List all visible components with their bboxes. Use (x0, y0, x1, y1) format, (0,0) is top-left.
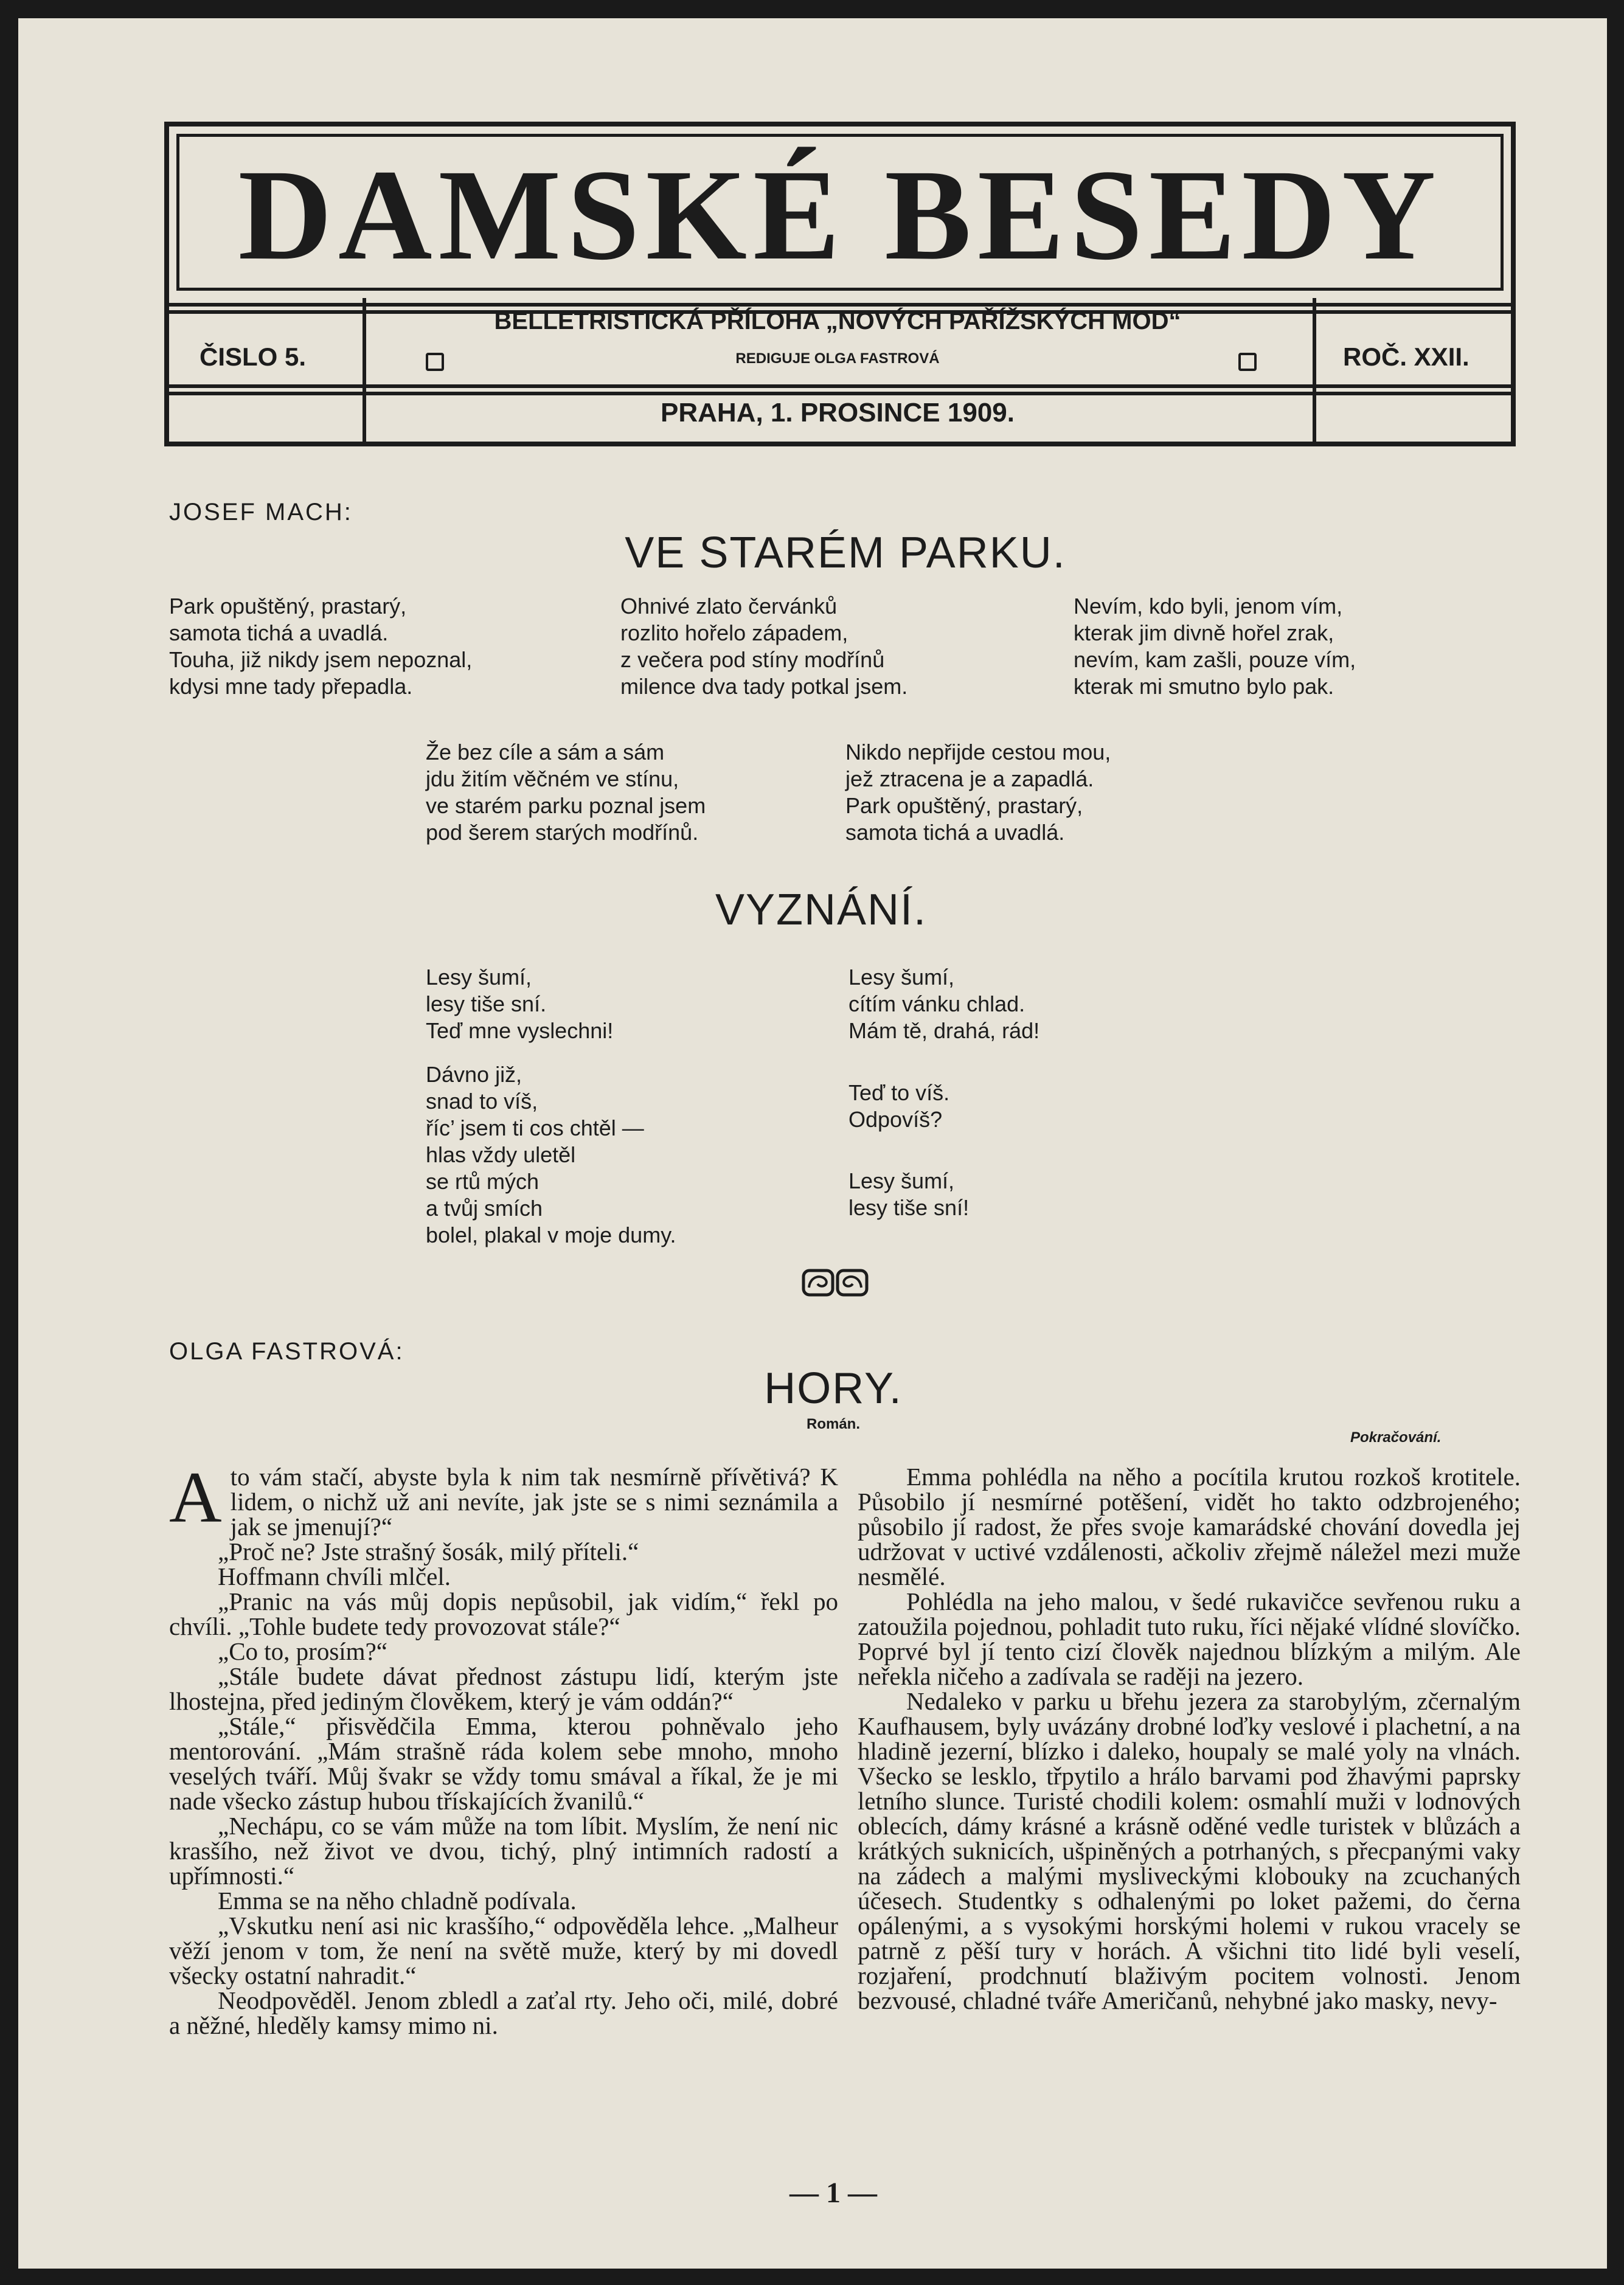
paragraph: Nedaleko v parku u břehu jezera za starobylým, zčernalým Kaufhausem, byly uvázány drobné loďky veslové i plachetní, a na hladině jezerní, blízko i daleko, houpaly se malé yoly na vlnách. Všecko se lesklo, třpytilo a hrálo barvami pod žhavými paprsky letního slunce. Turisté chodili kolem: osmahlí muži v lodnových oblecích, dámy krásné a krásně oděné vedle turistek v blůzách a krátkých suknicích, ušpiněných a potrhaných, s přecpanými vaky na zádech a malými mysliveckými klobouky na zcuchaných účesech. Studentky s odhalenými po loket pažemi, do černa opálenými, a s vysokými horskými holemi v rukou vracely se patrně z pěší tury v horách. A všichni tito lidé byli veselí, rozjaření, prodchnutí blaživým pocitem volnosti. Jenom bezvousé, chladné tváře Američanů, nehybné jako masky, nevy- (858, 1687, 1521, 2014)
paragraph: Hoffmann chvíli mlčel. (218, 1562, 451, 1590)
paragraph: „Co to, prosím?“ (218, 1637, 387, 1665)
verse-line: Dávno již, (426, 1062, 522, 1087)
paragraph: „Nechápu, co se vám může na tom líbit. Myslím, že není nic krasšího, než život ve dvou, tichý, plný intimních radostí a upřímnosti.“ (169, 1812, 838, 1890)
verse-line: Nevím, kdo byli, jenom vím, (1074, 594, 1343, 619)
verse-line: kterak mi smutno bylo pak. (1074, 674, 1334, 699)
verse-line: rozlito hořelo západem, (620, 620, 848, 645)
paragraph: „Proč ne? Jste strašný šosák, milý příteli.“ (218, 1538, 639, 1566)
rule (169, 303, 1511, 307)
editor: REDIGUJE OLGA FASTROVÁ (735, 350, 940, 367)
divider (1313, 298, 1316, 442)
verse-line: z večera pod stíny modřínů (620, 647, 885, 672)
verse-line: ve starém parku poznal jsem (426, 793, 706, 818)
verse-line: říc’ jsem ti cos chtěl — (426, 1115, 644, 1140)
verse-line: Park opuštěný, prastarý, (845, 793, 1083, 818)
verse-line: a tvůj smích (426, 1196, 543, 1221)
verse-line: jdu žitím věčném ve stínu, (426, 766, 679, 791)
paragraph (169, 1457, 838, 1541)
verse-line: lesy tiše sní. (426, 991, 547, 1016)
novel-left-column (169, 1457, 838, 2039)
verse-line: snad to víš, (426, 1089, 538, 1114)
poem2-right-stanza-3 (848, 1168, 969, 1221)
verse-line: cítím vánku chlad. (848, 991, 1025, 1016)
verse-line: hlas vždy uletěl (426, 1142, 576, 1167)
page (18, 18, 1607, 2269)
poem1-stanza-4 (426, 739, 706, 846)
verse-line: Lesy šumí, (426, 965, 532, 990)
rule (169, 384, 1511, 388)
verse-line: Lesy šumí, (848, 965, 955, 990)
verse-line: Lesy šumí, (848, 1168, 955, 1193)
masthead-title: DAMSKÉ BESEDY (238, 143, 1442, 287)
masthead-title-box (176, 134, 1504, 291)
place-date: PRAHA, 1. PROSINCE 1909. (661, 398, 1015, 428)
poem1-stanza-2 (620, 593, 907, 700)
poem1-stanza-1 (169, 593, 472, 700)
paragraph: Emma pohlédla na něho a pocítila krutou rozkoš krotitele. Působilo jí nesmírné potěšení, vidět ho takto odzbrojeného; působilo jí radost, že přes svoje kamarádské chování dovedla jej udržovat v uctivé vzdálenosti, ačkoliv zřejmě náležel mezi muže nesmělé. (858, 1463, 1521, 1590)
volume: ROČ. XXII. (1343, 342, 1470, 371)
masthead (164, 122, 1516, 446)
rule (169, 392, 1511, 395)
verse-line: Teď to víš. (848, 1080, 950, 1105)
verse-line: Ohnivé zlato červánků (620, 594, 838, 619)
poem2-right-stanza-2 (848, 1080, 949, 1133)
paragraph: „Stále budete dávat přednost zástupu lidí, kterým jste lhostejna, před jediným člověkem, který je vám oddán?“ (169, 1662, 838, 1715)
verse-line: lesy tiše sní! (848, 1195, 970, 1220)
novel-author: OLGA FASTROVÁ: (169, 1338, 404, 1365)
verse-line: nevím, kam zašli, pouze vím, (1074, 647, 1356, 672)
verse-line: Teď mne vyslechni! (426, 1018, 614, 1043)
poem1-stanza-3 (1074, 593, 1356, 700)
verse-line: Že bez cíle a sám a sám (426, 740, 665, 765)
paragraph: Pohlédla na jeho malou, v šedé rukavičce sevřenou ruku a zatoužila pojednou, pohladit tuto ruku, říci nějaké vlídné slovíčko. Poprvé byl jí tento cizí člověk najednou blízkým a milým. Ale neřekla ničeho a zadívala se raději na jezero. (858, 1587, 1521, 1690)
verse-line: samota tichá a uvadlá. (845, 820, 1065, 845)
novel-title: HORY. (764, 1364, 903, 1413)
floral-ornament-icon (802, 1267, 869, 1299)
paragraph: „Vskutku není asi nic krasšího,“ odpověděla lehce. „Malheur věží jenom v tom, že není na světě muže, který by mi dovedl všecky ostatní nahradit.“ (169, 1912, 838, 1989)
poem1-title: VE STARÉM PARKU. (625, 529, 1066, 577)
verse-line: Mám tě, drahá, rád! (848, 1018, 1040, 1043)
poem2-title: VYZNÁNÍ. (715, 886, 928, 934)
verse-line: kterak jim divně hořel zrak, (1074, 620, 1334, 645)
verse-line: samota tichá a uvadlá. (169, 620, 389, 645)
verse-line: kdysi mne tady přepadla. (169, 674, 413, 699)
drop-cap: A (169, 1457, 222, 1538)
verse-line: jež ztracena je a zapadlá. (845, 766, 1094, 791)
verse-line: se rtů mých (426, 1169, 540, 1194)
poem2-right-stanza-1 (848, 964, 1039, 1044)
poem2-left-stanza-1 (426, 964, 613, 1044)
square-ornament-icon (1238, 353, 1257, 371)
verse-line: bolel, plakal v moje dumy. (426, 1222, 676, 1247)
paragraph: „Pranic na vás můj dopis nepůsobil, jak vidím,“ řekl po chvíli. „Tohle budete tedy provozovat stále?“ (169, 1587, 838, 1640)
verse-line: Park opuštěný, prastarý, (169, 594, 407, 619)
poem2-left-stanza-2 (426, 1061, 676, 1249)
continued-note: Pokračování. (1350, 1429, 1442, 1446)
paragraph: Neodpověděl. Jenom zbledl a zaťal rty. Jeho oči, milé, dobré a něžné, hleděly kamsy mimo ni. (169, 1986, 838, 2039)
paragraph: „Stále,“ přisvědčila Emma, kterou pohněvalo jeho mentorování. „Mám strašně ráda kolem sebe mnoho, mnoho veselých tváří. Můj švakr se vždy tomu smával a říkal, že je mi nade všecko zástup hubou třískajících žvanilů.“ (169, 1712, 838, 1815)
poem1-author: JOSEF MACH: (169, 499, 353, 525)
paragraph: Emma se na něho chladně podívala. (218, 1887, 577, 1915)
issue-number: ČISLO 5. (200, 342, 307, 371)
square-ornament-icon (426, 353, 444, 371)
paragraph-text: to vám stačí, abyste byla k nim tak nesmírně přívětivá? K lidem, o nichž už ani nevíte, jak jste se s nimi seznámila a jak se jmenují?“ (230, 1463, 838, 1541)
novel-right-column (858, 1465, 1521, 2013)
verse-line: milence dva tady potkal jsem. (620, 674, 908, 699)
novel-subtitle: Román. (806, 1416, 860, 1432)
poem1-stanza-5 (845, 739, 1111, 846)
verse-line: pod šerem starých modřínů. (426, 820, 699, 845)
page-number: — 1 — (789, 2177, 877, 2209)
verse-line: Odpovíš? (848, 1107, 943, 1132)
verse-line: Nikdo nepřijde cestou mou, (845, 740, 1111, 765)
subtitle: BELLETRISTICKÁ PŘÍLOHA „NOVÝCH PAŘÍŽSKÝCH MOD“ (494, 308, 1181, 335)
verse-line: Touha, již nikdy jsem nepoznal, (169, 647, 473, 672)
